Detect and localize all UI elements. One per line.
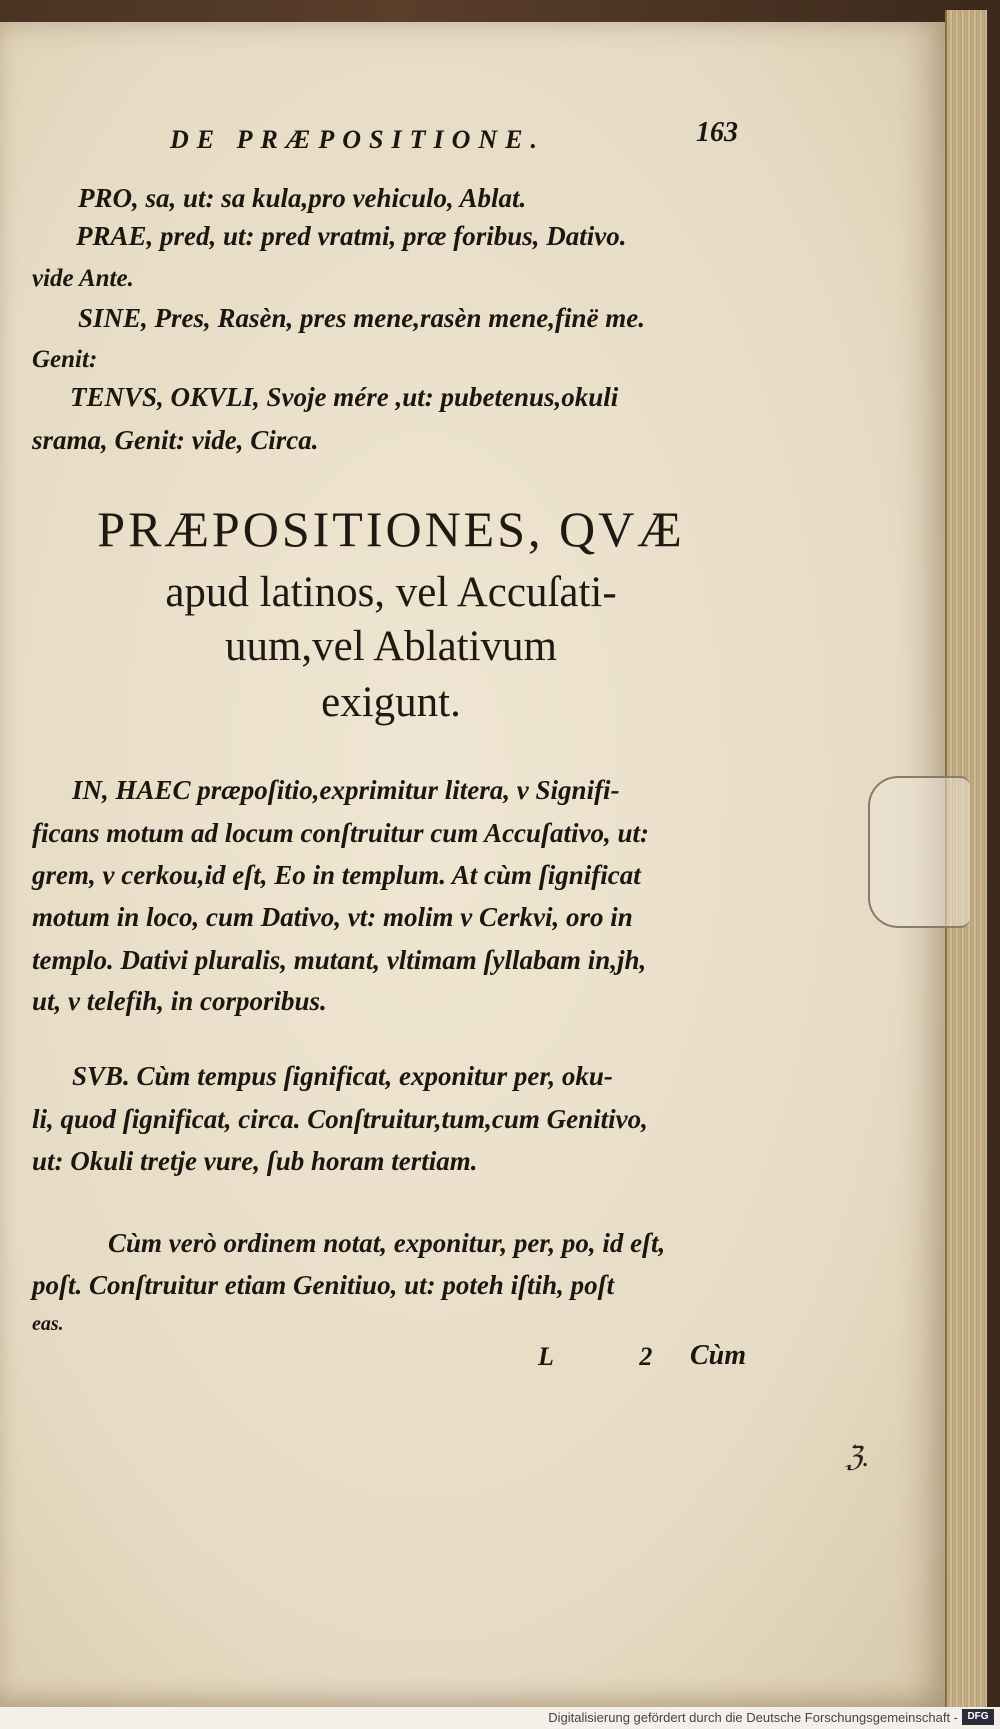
text-line: PRAE, pred, ut: pred vratmi, præ foribus, Dativo.: [76, 221, 627, 251]
funding-notice: Digitalisierung gefördert durch die Deutsche Forschungsgemeinschaft -: [548, 1710, 958, 1725]
text-line: IN, HAEC præpoſitio,exprimitur litera, v Signifi-: [72, 775, 620, 805]
dfg-logo: DFG: [962, 1709, 994, 1725]
text-line: vide Ante.: [32, 265, 134, 292]
text-line: motum in loco, cum Dativo, vt: molim v Cerkvi, oro in: [32, 902, 633, 932]
section-heading-line: exigunt.: [321, 679, 461, 726]
text-line: TENVS, OKVLI, Svoje mére ,ut: pubetenus,okuli: [70, 382, 619, 412]
section-heading: PRÆPOSITIONES, QVÆ: [97, 501, 685, 557]
text-line: Genit:: [32, 346, 98, 373]
text-line: ficans motum ad locum conſtruitur cum Accuſativo, ut:: [32, 818, 650, 848]
text-line: grem, v cerkou,id eſt, Eo in templum. At cùm ſignificat: [32, 860, 641, 890]
section-heading-line: apud latinos, vel Accuſati-: [165, 569, 617, 616]
text-line: poſt. Conſtruitur etiam Genitiuo, ut: poteh iſtih, poſt: [32, 1270, 615, 1300]
text-line: PRO, sa, ut: sa kula,pro vehiculo, Ablat.: [78, 183, 527, 213]
bookmark-ribbon: [868, 776, 970, 928]
text-line: SINE, Pres, Rasèn, pres mene,rasèn mene,finë me.: [78, 303, 645, 333]
catchword: Cùm: [690, 1340, 747, 1371]
text-line: SVB. Cùm tempus ſignificat, exponitur per, oku-: [72, 1061, 613, 1091]
text-line: srama, Genit: vide, Circa.: [32, 425, 319, 455]
text-line: ut, v telefih, in corporibus.: [32, 986, 327, 1016]
margin-mark: ℨ.: [845, 1442, 870, 1473]
text-line: ut: Okuli tretje vure, ſub horam tertiam.: [32, 1146, 478, 1176]
signature-mark: L 2: [538, 1342, 693, 1371]
section-heading-line: uum,vel Ablativum: [224, 623, 558, 670]
text-line: Cùm verò ordinem notat, exponitur, per, po, id eſt,: [108, 1228, 666, 1258]
text-line: eas.: [32, 1313, 64, 1335]
text-line: templo. Dativi pluralis, mutant, vltimam ſyllabam in,jh,: [32, 945, 647, 975]
page-number: 163: [696, 117, 738, 148]
text-line: li, quod ſignificat, circa. Conſtruitur,tum,cum Genitivo,: [32, 1104, 648, 1134]
running-head: DE PRÆPOSITIONE.: [170, 125, 546, 154]
